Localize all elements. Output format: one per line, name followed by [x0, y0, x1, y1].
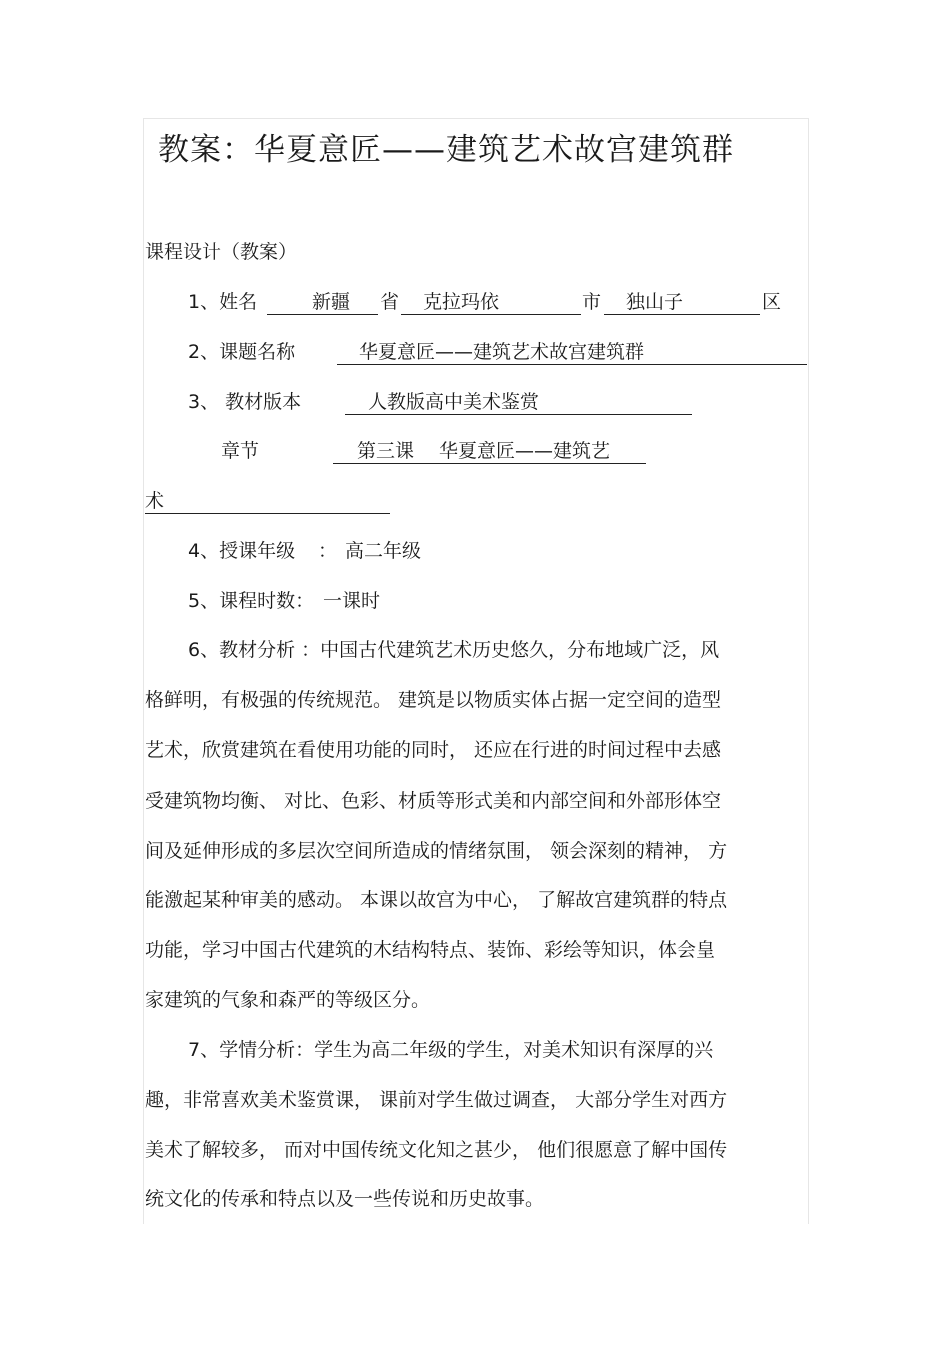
chapter-value: 第三课 华夏意匠——建筑艺 — [357, 440, 611, 462]
analysis6-line: 格鲜明，有极强的传统规范。 建筑是以物质实体占据一定空间的造型 — [145, 689, 722, 711]
analysis6-line: 受建筑物均衡、 对比、色彩、材质等形式美和内部空间和外部形体空 — [145, 790, 722, 812]
topic-label: 2、课题名称 — [188, 341, 296, 363]
city-suffix: 市 — [582, 291, 602, 313]
district-suffix: 区 — [762, 291, 782, 313]
textbook-value: 人教版高中美术鉴赏 — [368, 391, 540, 413]
province-value: 新疆 — [312, 291, 351, 313]
district-value: 独山子 — [626, 291, 684, 313]
name-label: 1、姓名 — [188, 291, 258, 313]
grade-value: 高二年级 — [345, 540, 422, 562]
hours-value: 一课时 — [323, 590, 381, 612]
analysis7-line: 美术了解较多， 而对中国传统文化知之甚少， 他们很愿意了解中国传 — [145, 1139, 728, 1161]
hours-label: 5、课程时数： — [188, 590, 315, 612]
analysis6-line: 间及延伸形成的多层次空间所造成的情绪氛围， 领会深刻的精神， 方 — [145, 840, 728, 862]
subtitle: 课程设计（教案） — [145, 241, 298, 263]
analysis6-line: 功能，学习中国古代建筑的木结构特点、装饰、彩绘等知识，体会皇 — [145, 939, 716, 961]
topic-value: 华夏意匠——建筑艺术故宫建筑群 — [359, 341, 645, 363]
analysis6-line: 6、教材分析 ：中国古代建筑艺术历史悠久，分布地域广泛，风 — [188, 639, 720, 661]
chapter-underline-cont — [145, 489, 390, 514]
analysis6-line: 家建筑的气象和森严的等级区分。 — [145, 989, 431, 1011]
chapter-value-cont: 术 — [145, 490, 165, 512]
analysis6-line: 艺术，欣赏建筑在看使用功能的同时， 还应在行进的时间过程中去感 — [145, 739, 722, 761]
analysis7-line: 7、学情分析：学生为高二年级的学生，对美术知识有深厚的兴 — [188, 1039, 714, 1061]
analysis6-line: 能激起某种审美的感动。 本课以故宫为中心， 了解故宫建筑群的特点 — [145, 889, 728, 911]
analysis7-line: 统文化的传承和特点以及一些传说和历史故事。 — [145, 1188, 545, 1210]
grade-sep: ： — [318, 540, 338, 562]
city-value: 克拉玛依 — [423, 291, 500, 313]
province-suffix: 省 — [380, 291, 400, 313]
page-title: 教案：华夏意匠——建筑艺术故宫建筑群 — [158, 132, 734, 168]
textbook-label: 3、 教材版本 — [188, 391, 302, 413]
chapter-label: 章节 — [221, 440, 260, 462]
analysis7-line: 趣，非常喜欢美术鉴赏课， 课前对学生做过调查， 大部分学生对西方 — [145, 1089, 728, 1111]
grade-label: 4、授课年级 — [188, 540, 296, 562]
